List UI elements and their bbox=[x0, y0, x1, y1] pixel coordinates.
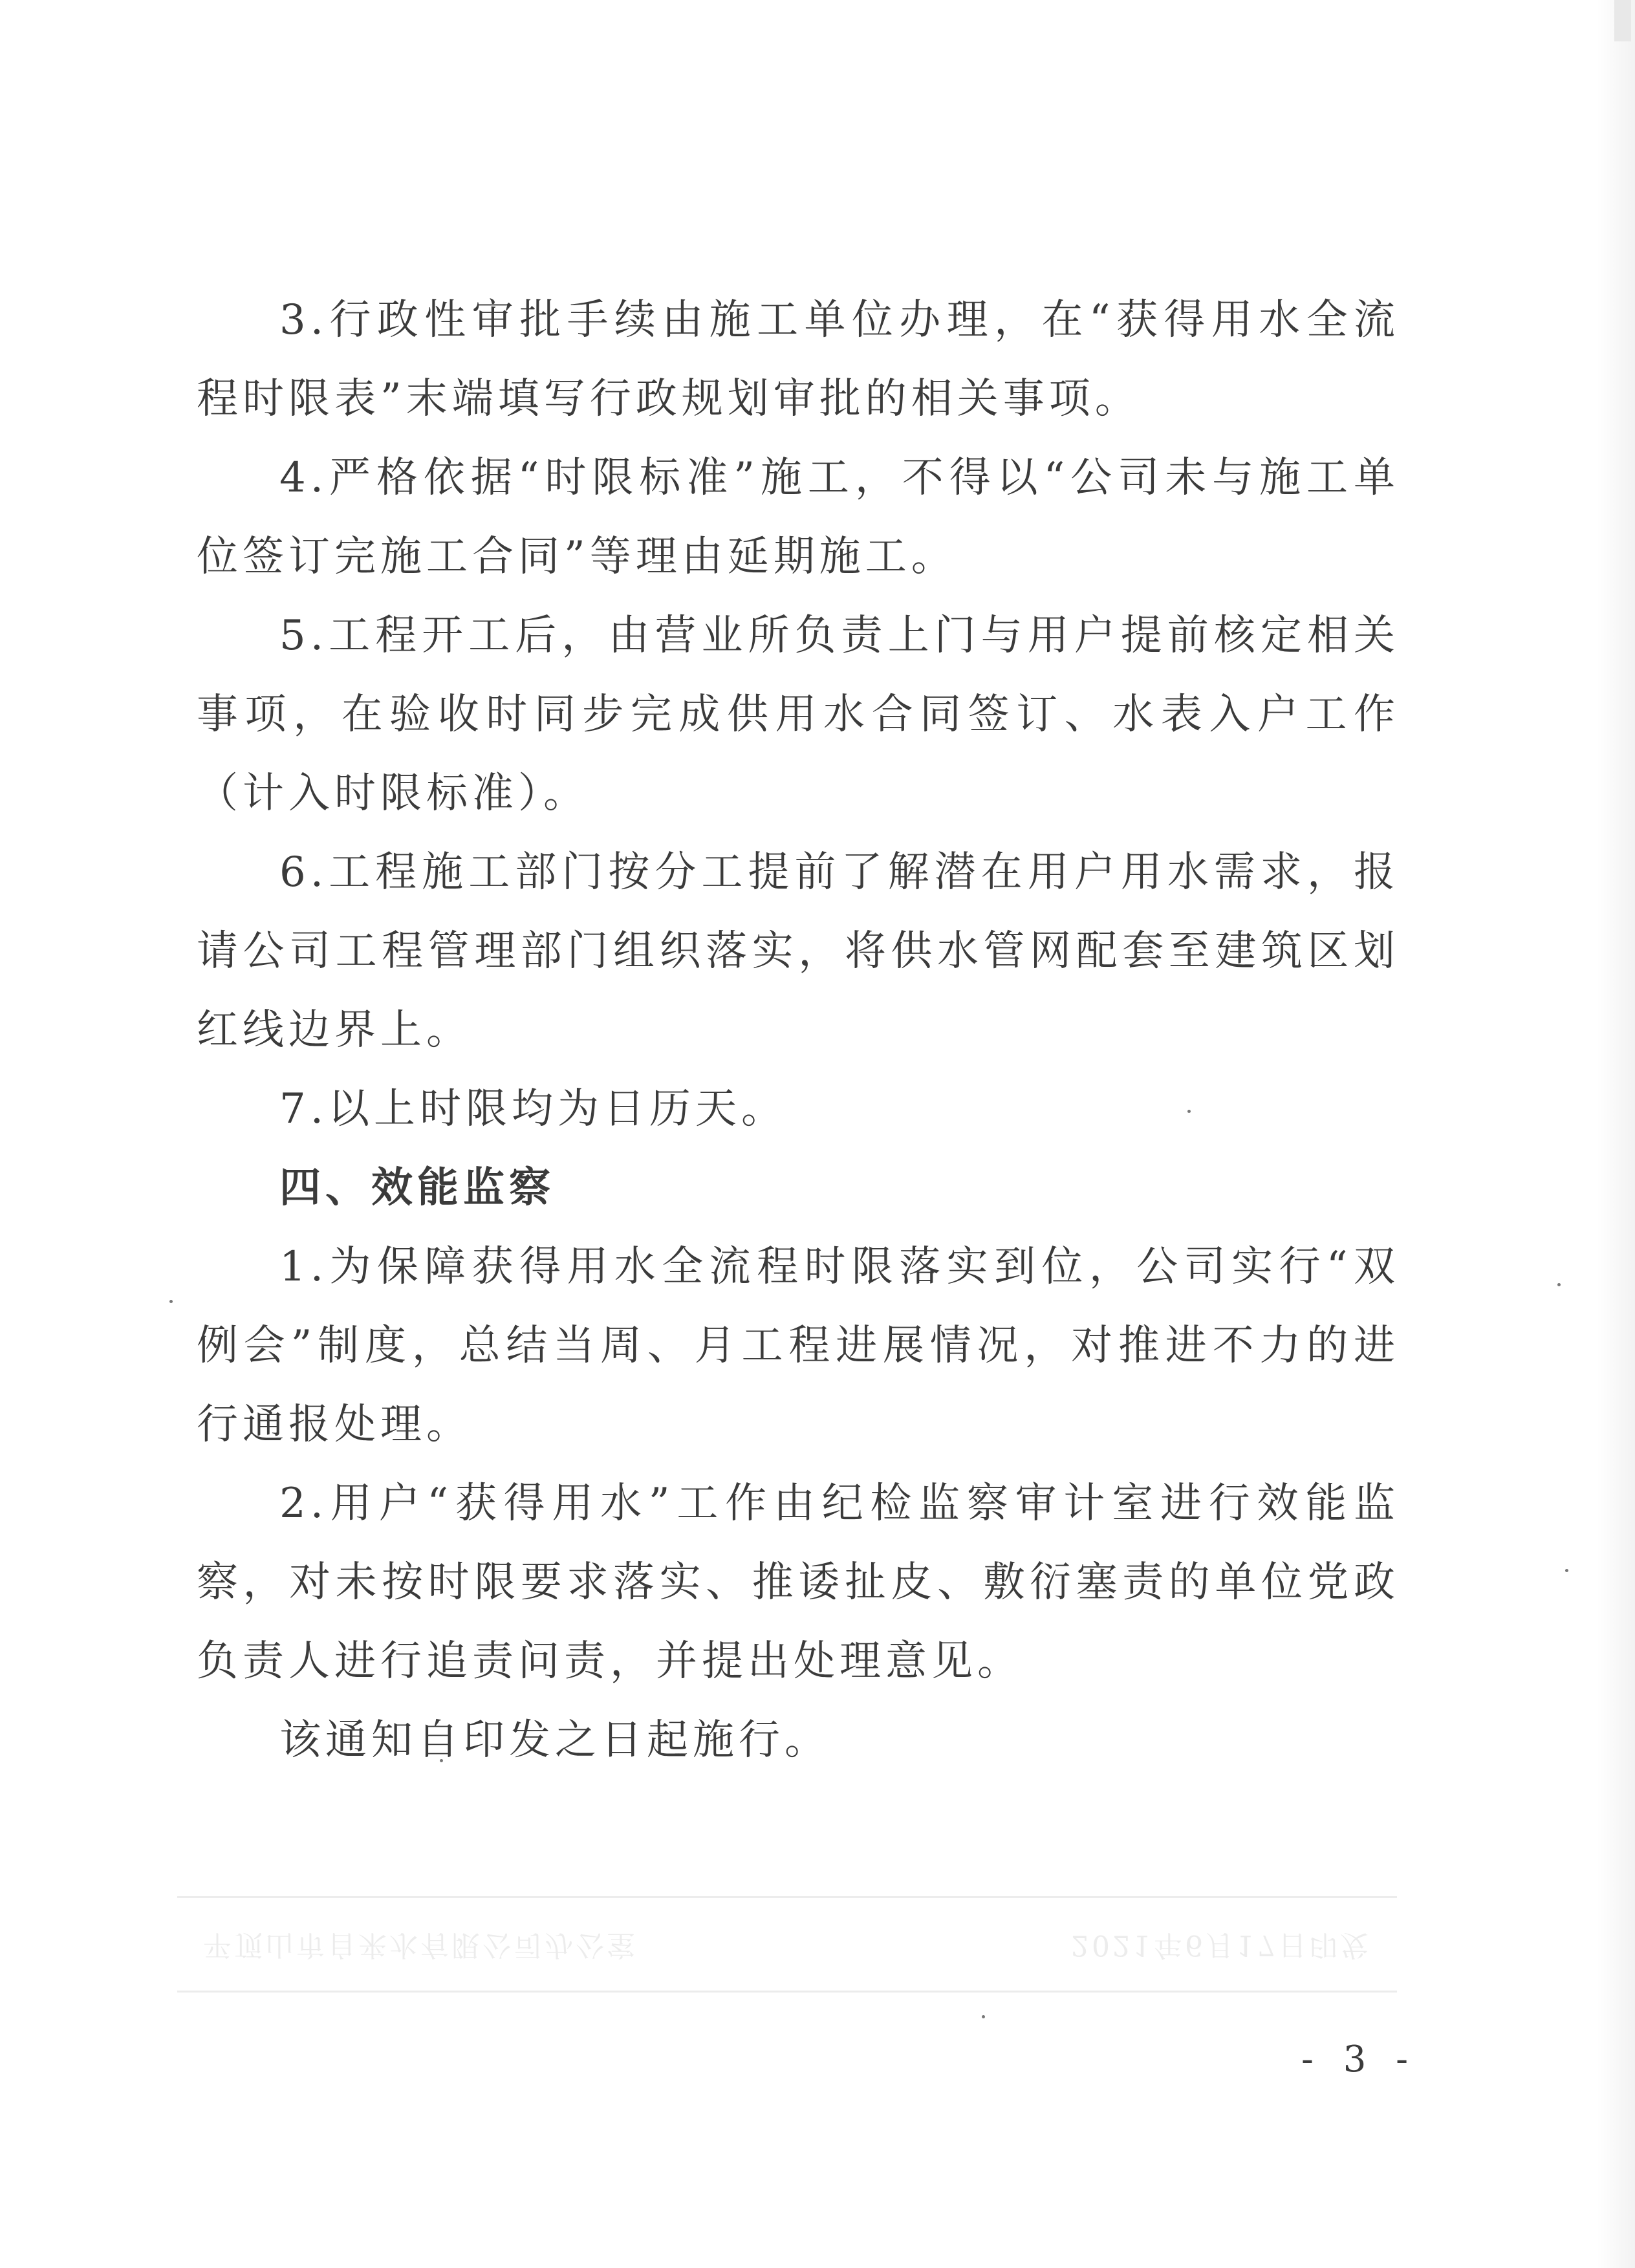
paragraph-item-3: 3.行政性审批手续由施工单位办理，在“获得用水全流程时限表”末端填写行政规划审批的相关事项。 bbox=[197, 296, 1400, 423]
paragraph-item-6: 6.工程施工部门按分工提前了解潜在用户用水需求，报请公司工程管理部门组织落实，将供水管网配套至建筑区划红线边界上。 bbox=[197, 848, 1400, 1054]
scan-mark bbox=[1614, 0, 1631, 41]
paragraph-item-7: 7.以上时限均为日历天。 bbox=[279, 1085, 788, 1133]
footer-rule-bottom bbox=[177, 1991, 1397, 1993]
scan-speck bbox=[1565, 1569, 1568, 1572]
paragraph-item-4: 4.严格依据“时限标准”施工，不得以“公司未与施工单位签订完施工合同”等理由延期施工。 bbox=[197, 454, 1400, 581]
paragraph-item-5: 5.工程开工后，由营业所负责上门与用户提前核定相关事项，在验收时同步完成供用水合同签订、水表入户工作（计入时限标准）。 bbox=[197, 612, 1400, 817]
scan-speck bbox=[1557, 1283, 1561, 1286]
document-body bbox=[197, 281, 1400, 1780]
closing-statement: 该通知自印发之日起施行。 bbox=[279, 1716, 830, 1764]
scan-speck bbox=[982, 2015, 985, 2018]
scan-speck bbox=[169, 1300, 173, 1303]
section-paragraph-2: 2.用户“获得用水”工作由纪检监察审计室进行效能监察，对未按时限要求落实、推诿扯皮、敷衍塞责的单位党政负责人进行追责问责，并提出处理意见。 bbox=[197, 1480, 1400, 1685]
footer-rule-top bbox=[177, 1896, 1397, 1898]
footer-issuer: 平顶山市自来水有限公司办公室 bbox=[203, 1928, 638, 1961]
section-heading: 四、效能监察 bbox=[279, 1164, 555, 1212]
section-paragraph-1: 1.为保障获得用水全流程时限落实到位，公司实行“双例会”制度，总结当周、月工程进展情况，对推进不力的进行通报处理。 bbox=[197, 1243, 1400, 1449]
scan-edge-shadow bbox=[1596, 0, 1635, 2268]
footer-mirrored-text bbox=[177, 1922, 1397, 1967]
footer-bleed-through bbox=[177, 1896, 1397, 1992]
page-number: - 3 - bbox=[1301, 2038, 1418, 2080]
footer-issue-date: 2021年6月17日印发 bbox=[1071, 1928, 1371, 1961]
